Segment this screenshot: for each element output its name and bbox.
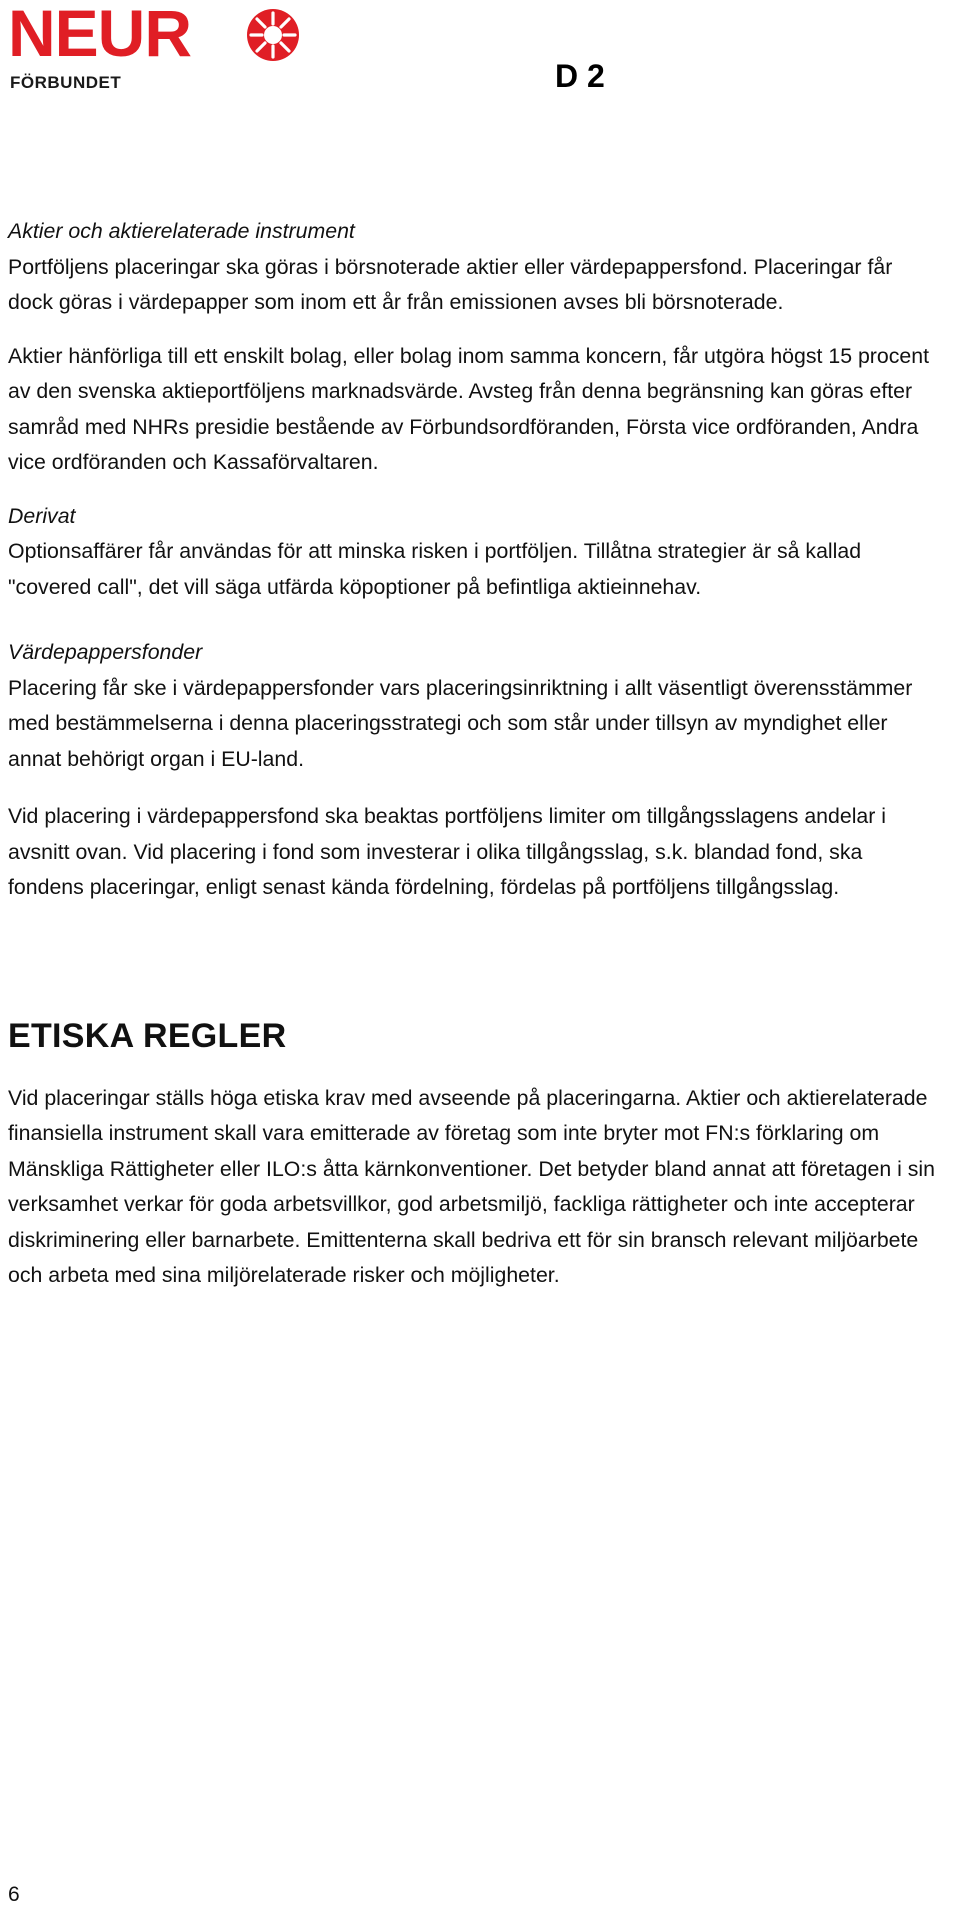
page-number: 6 xyxy=(8,1883,20,1906)
logo-wordmark: NEUR xyxy=(8,0,192,70)
neuroforbundet-logo xyxy=(8,0,298,96)
logo-sun-icon xyxy=(245,7,301,63)
section-heading-derivat: Derivat xyxy=(8,503,76,528)
section-heading-etiska-regler: ETISKA REGLER xyxy=(8,1016,287,1055)
section-heading-fonder: Värdepappersfonder xyxy=(8,640,203,664)
section-heading-aktier: Aktier och aktierelaterade instrument xyxy=(8,219,355,243)
paragraph-aktier-1: Portföljens placeringar ska göras i börsnoterade aktier eller värdepappersfond. Placeringar får dock göras i värdepapper som inom ett år från emissionen avses bli börsnoterade. xyxy=(8,254,893,314)
document-code: D 2 xyxy=(555,58,605,94)
paragraph-aktier-2: Aktier hänförliga till ett enskilt bolag, eller bolag inom samma koncern, får utgöra högst 15 procent av den svenska aktieportföljens marknadsvärde. Avsteg från denna begränsning kan göras efter samråd med NHRs presidie bestående av Förbundsordföranden, Första vice ordföranden, Andra vice ordföranden och Kassaförvaltaren. xyxy=(8,343,929,474)
paragraph-derivat-1: Optionsaffärer får användas för att minska risken i portföljen. Tillåtna strategier är så kallad "covered call", det vill säga utfärda köpoptioner på befintliga aktieinnehav. xyxy=(8,539,862,599)
paragraph-fonder-2: Vid placering i värdepappersfond ska beaktas portföljens limiter om tillgångsslagens andelar i avsnitt ovan. Vid placering i fond som investerar i olika tillgångsslag, s.k. blandad fond, ska fondens placeringar, enligt senast kända fördelning, fördelas på portföljens tillgångsslag. xyxy=(8,804,887,899)
document-body xyxy=(8,214,938,1294)
paragraph-etiska-1: Vid placeringar ställs höga etiska krav med avseende på placeringarna. Aktier och aktierelaterade finansiella instrument skall vara emitterade av företag som inte bryter mot FN:s förklaring om Mänskliga Rättigheter eller ILO:s åtta kärnkonventioner. Det betyder bland annat att företagen i sin verksamhet verkar för goda arbetsvillkor, god arbetsmiljö, fackliga rättigheter och inte accepterar diskriminering eller barnarbete. Emittenterna skall bedriva ett för sin bransch relevant miljöarbete och arbeta med sina miljörelaterade risker och möjligheter. xyxy=(8,1085,935,1287)
logo-subtitle: FÖRBUNDET xyxy=(10,73,122,92)
paragraph-fonder-1: Placering får ske i värdepappersfonder vars placeringsinriktning i allt väsentligt överensstämmer med bestämmelserna i denna placeringsstrategi och som står under tillsyn av myndighet eller annat behörigt organ i EU-land. xyxy=(8,675,913,771)
